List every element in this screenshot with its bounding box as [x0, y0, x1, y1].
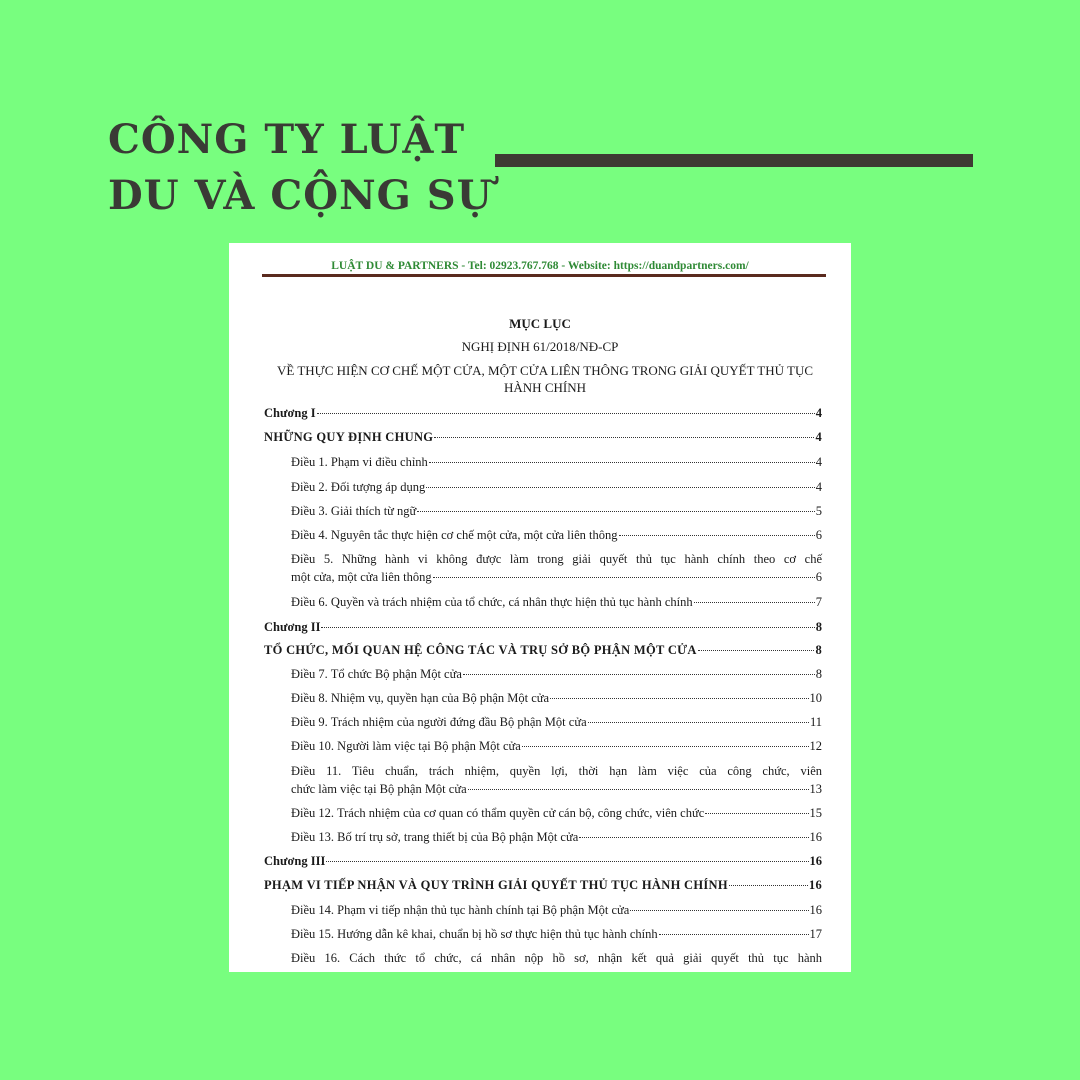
toc-title: MỤC LỤC [509, 316, 571, 331]
company-name [108, 112, 492, 224]
toc-entry-chapter-2-title[interactable]: TỔ CHỨC, MỐI QUAN HỆ CÔNG TÁC VÀ TRỤ SỞ BỘ PHẬN MỘT CỬA 8 [264, 643, 822, 657]
toc-entry-article-14[interactable]: Điều 14. Phạm vi tiếp nhận thủ tục hành chính tại Bộ phận Một cửa 16 [291, 903, 822, 917]
toc-entry-article-15[interactable]: Điều 15. Hướng dẫn kê khai, chuẩn bị hồ sơ thực hiện thủ tục hành chính 17 [291, 927, 822, 941]
toc-entry-article-6[interactable]: Điều 6. Quyền và trách nhiệm của tổ chức, cá nhân thực hiện thủ tục hành chính 7 [291, 595, 822, 609]
toc-entry-article-10[interactable]: Điều 10. Người làm việc tại Bộ phận Một cửa 12 [291, 739, 822, 753]
table-of-contents [229, 243, 851, 972]
decree-number: NGHỊ ĐỊNH 61/2018/NĐ-CP [461, 339, 619, 354]
toc-entry-chapter-2[interactable]: Chương II 8 [264, 620, 822, 634]
toc-entry-article-8[interactable]: Điều 8. Nhiệm vụ, quyền hạn của Bộ phận Một cửa 10 [291, 691, 822, 705]
decree-subject: VỀ THỰC HIỆN CƠ CHẾ MỘT CỬA, MỘT CỬA LIÊN THÔNG TRONG GIẢI QUYẾT THỦ TỤC HÀNH CHÍNH [276, 363, 814, 395]
toc-entry-chapter-1[interactable]: Chương I 4 [264, 406, 822, 420]
toc-entry-article-5[interactable]: Điều 5. Những hành vi không được làm trong giải quyết thủ tục hành chính theo cơ chế một cửa, một cửa liên thông 6 [291, 552, 822, 584]
toc-entry-article-4[interactable]: Điều 4. Nguyên tắc thực hiện cơ chế một cửa, một cửa liên thông 6 [291, 528, 822, 542]
toc-entry-chapter-3-title[interactable]: PHẠM VI TIẾP NHẬN VÀ QUY TRÌNH GIẢI QUYẾT THỦ TỤC HÀNH CHÍNH 16 [264, 878, 822, 892]
toc-entry-article-16[interactable]: Điều 16. Cách thức tổ chức, cá nhân nộp hồ sơ, nhận kết quả giải quyết thủ tục hành [291, 951, 822, 965]
toc-entry-chapter-3[interactable]: Chương III 16 [264, 854, 822, 868]
company-name-line2: DU VÀ CỘNG SỰ [108, 172, 493, 219]
toc-entry-article-12[interactable]: Điều 12. Trách nhiệm của cơ quan có thẩm quyền cử cán bộ, công chức, viên chức 15 [291, 806, 822, 820]
toc-entry-article-2[interactable]: Điều 2. Đối tượng áp dụng 4 [291, 480, 822, 494]
toc-entry-article-9[interactable]: Điều 9. Trách nhiệm của người đứng đầu Bộ phận Một cửa 11 [291, 715, 822, 729]
toc-entry-article-11[interactable]: Điều 11. Tiêu chuẩn, trách nhiệm, quyền lợi, thời hạn làm việc của công chức, viên chức làm việc tại Bộ phận Một cửa 13 [291, 764, 822, 796]
document-page [229, 243, 851, 972]
brand-divider [495, 154, 973, 167]
toc-entry-article-1[interactable]: Điều 1. Phạm vi điều chỉnh 4 [291, 455, 822, 469]
company-name-line1: CÔNG TY LUẬT [108, 116, 466, 163]
toc-entry-article-7[interactable]: Điều 7. Tổ chức Bộ phận Một cửa 8 [291, 667, 822, 681]
document-header: LUẬT DU & PARTNERS - Tel: 02923.767.768 - Website: https://duandpartners.com/ [331, 260, 749, 272]
toc-entry-article-3[interactable]: Điều 3. Giải thích từ ngữ 5 [291, 504, 822, 518]
toc-entry-chapter-1-title[interactable]: NHỮNG QUY ĐỊNH CHUNG 4 [264, 430, 822, 444]
toc-entry-article-13[interactable]: Điều 13. Bố trí trụ sở, trang thiết bị của Bộ phận Một cửa 16 [291, 830, 822, 844]
